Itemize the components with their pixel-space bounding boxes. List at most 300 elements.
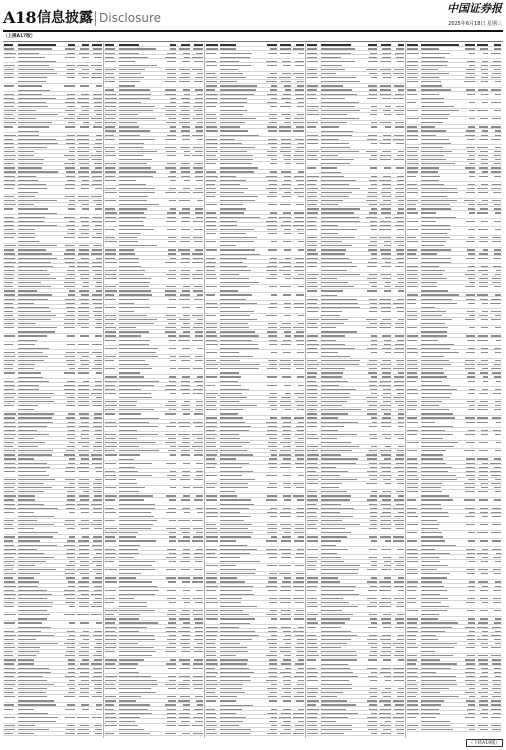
- code-cell: [105, 442, 117, 443]
- name-cell: [220, 102, 247, 103]
- value-cell: [64, 372, 75, 373]
- value-cell: [367, 278, 377, 279]
- table-row: [104, 453, 203, 461]
- name-cell: [321, 102, 359, 103]
- value-cell: [267, 532, 276, 533]
- name-cell: [321, 249, 346, 250]
- value-cell: [93, 676, 102, 677]
- value-cell: [466, 258, 475, 259]
- value-cell: [165, 327, 176, 328]
- value-cell: [368, 721, 377, 722]
- value-cell: [169, 618, 176, 619]
- value-cell: [166, 512, 176, 513]
- value-cell: [494, 253, 501, 254]
- code-cell: [105, 700, 116, 701]
- name-cell: [220, 192, 244, 193]
- value-cell: [270, 729, 276, 730]
- code-cell: [105, 438, 115, 439]
- value-cell: [80, 622, 89, 623]
- code-cell: [4, 77, 14, 78]
- value-cell: [394, 159, 404, 160]
- code-cell: [307, 647, 318, 648]
- value-cell: [492, 372, 501, 373]
- value-cell: [469, 512, 475, 513]
- table-row: [104, 154, 203, 162]
- name-cell: [119, 323, 154, 324]
- name-cell: [321, 266, 357, 267]
- value-cell: [379, 713, 391, 714]
- value-cell: [65, 356, 75, 357]
- value-cell: [466, 524, 475, 525]
- value-cell: [384, 676, 391, 677]
- code-cell: [105, 135, 114, 136]
- name-cell: [321, 483, 342, 484]
- value-cell: [77, 504, 89, 505]
- name-cell: [119, 389, 140, 390]
- value-cell: [395, 725, 404, 726]
- code-cell: [105, 463, 116, 464]
- value-cell: [468, 540, 475, 541]
- value-cell: [168, 438, 176, 439]
- value-cell: [194, 286, 203, 287]
- value-cell: [267, 565, 277, 566]
- value-cell: [268, 323, 277, 324]
- value-cell: [80, 573, 89, 574]
- value-cell: [369, 475, 377, 476]
- name-cell: [220, 627, 239, 628]
- code-cell: [4, 253, 15, 254]
- value-cell: [92, 545, 102, 546]
- value-cell: [384, 340, 391, 341]
- value-cell: [167, 721, 176, 722]
- name-cell: [220, 540, 236, 541]
- value-cell: [368, 729, 377, 730]
- code-cell: [307, 143, 318, 144]
- value-cell: [182, 635, 190, 636]
- name-cell: [321, 278, 337, 279]
- name-cell: [220, 516, 250, 517]
- value-cell: [195, 126, 203, 127]
- value-cell: [192, 315, 203, 316]
- value-cell: [192, 680, 203, 681]
- value-cell: [298, 196, 304, 197]
- value-cell: [283, 266, 291, 267]
- value-cell: [197, 643, 203, 644]
- name-cell: [421, 331, 447, 332]
- name-cell: [220, 705, 253, 706]
- value-cell: [293, 586, 304, 587]
- value-cell: [281, 397, 291, 398]
- code-cell: [105, 631, 115, 632]
- code-cell: [4, 430, 15, 431]
- value-cell: [385, 446, 391, 447]
- code-cell: [4, 53, 16, 54]
- name-cell: [321, 618, 350, 619]
- value-cell: [167, 717, 176, 718]
- name-cell: [119, 200, 147, 201]
- value-cell: [370, 307, 377, 308]
- value-cell: [179, 114, 189, 115]
- name-cell: [421, 520, 437, 521]
- value-cell: [266, 81, 277, 82]
- value-cell: [182, 126, 189, 127]
- name-cell: [18, 245, 57, 246]
- value-cell: [65, 602, 75, 603]
- name-cell: [421, 323, 446, 324]
- code-cell: [206, 44, 218, 45]
- value-cell: [283, 475, 291, 476]
- name-cell: [220, 409, 243, 410]
- table-row: [306, 264, 404, 272]
- value-cell: [492, 200, 501, 201]
- value-cell: [478, 491, 489, 492]
- value-cell: [491, 475, 501, 476]
- value-cell: [96, 573, 102, 574]
- value-cell: [366, 454, 377, 455]
- value-cell: [382, 48, 391, 49]
- value-cell: [67, 77, 75, 78]
- value-cell: [478, 622, 488, 623]
- value-cell: [93, 278, 102, 279]
- name-cell: [321, 672, 353, 673]
- value-cell: [96, 114, 102, 115]
- value-cell: [197, 713, 203, 714]
- value-cell: [167, 713, 176, 714]
- name-cell: [321, 48, 355, 49]
- value-cell: [394, 467, 404, 468]
- code-cell: [206, 204, 217, 205]
- name-cell: [119, 217, 145, 218]
- name-cell: [421, 536, 443, 537]
- value-cell: [196, 532, 203, 533]
- name-cell: [321, 135, 352, 136]
- name-cell: [18, 352, 43, 353]
- value-cell: [464, 200, 475, 201]
- code-cell: [407, 299, 416, 300]
- value-cell: [194, 454, 203, 455]
- code-cell: [206, 614, 218, 615]
- name-cell: [18, 184, 46, 185]
- value-cell: [193, 258, 203, 259]
- value-cell: [296, 553, 304, 554]
- value-cell: [369, 655, 377, 656]
- table-row: [306, 59, 404, 67]
- value-cell: [294, 540, 304, 541]
- name-cell: [321, 409, 361, 410]
- table-row: [306, 351, 404, 359]
- value-cell: [295, 557, 304, 558]
- value-cell: [67, 631, 75, 632]
- name-cell: [18, 471, 46, 472]
- name-cell: [18, 700, 53, 701]
- value-cell: [168, 176, 175, 177]
- code-cell: [4, 44, 13, 45]
- value-cell: [371, 143, 377, 144]
- value-cell: [182, 553, 190, 554]
- value-cell: [283, 274, 291, 275]
- code-cell: [4, 639, 14, 640]
- name-cell: [421, 114, 450, 115]
- value-cell: [82, 356, 89, 357]
- value-cell: [67, 549, 74, 550]
- code-cell: [407, 430, 418, 431]
- value-cell: [394, 709, 404, 710]
- name-cell: [220, 69, 238, 70]
- name-cell: [321, 717, 348, 718]
- value-cell: [64, 545, 75, 546]
- name-cell: [220, 282, 259, 283]
- value-cell: [168, 668, 176, 669]
- value-cell: [195, 356, 203, 357]
- code-cell: [206, 81, 217, 82]
- value-cell: [298, 143, 304, 144]
- code-cell: [407, 151, 417, 152]
- name-cell: [421, 208, 452, 209]
- value-cell: [179, 299, 190, 300]
- value-cell: [283, 65, 291, 66]
- value-cell: [494, 376, 502, 377]
- value-cell: [367, 458, 377, 459]
- value-cell: [270, 417, 277, 418]
- value-cell: [183, 438, 190, 439]
- value-cell: [79, 545, 89, 546]
- value-cell: [65, 278, 75, 279]
- value-cell: [81, 327, 89, 328]
- value-cell: [397, 549, 404, 550]
- value-cell: [93, 635, 102, 636]
- name-cell: [18, 135, 39, 136]
- value-cell: [194, 659, 203, 660]
- code-cell: [105, 356, 116, 357]
- table-row: [205, 240, 304, 248]
- value-cell: [465, 680, 475, 681]
- code-cell: [407, 65, 418, 66]
- value-cell: [382, 512, 391, 513]
- name-cell: [18, 463, 47, 464]
- value-cell: [371, 491, 377, 492]
- value-cell: [95, 364, 102, 365]
- value-cell: [478, 335, 489, 336]
- value-cell: [493, 266, 501, 267]
- value-cell: [494, 499, 501, 500]
- value-cell: [398, 151, 404, 152]
- value-cell: [269, 573, 276, 574]
- value-cell: [479, 126, 489, 127]
- value-cell: [482, 389, 489, 390]
- value-cell: [66, 565, 75, 566]
- name-cell: [321, 606, 358, 607]
- value-cell: [183, 590, 190, 591]
- code-cell: [206, 262, 216, 263]
- table-row: [406, 191, 502, 199]
- value-cell: [280, 368, 291, 369]
- value-cell: [92, 581, 102, 582]
- value-cell: [182, 581, 190, 582]
- value-cell: [482, 102, 489, 103]
- value-cell: [367, 139, 377, 140]
- value-cell: [280, 450, 291, 451]
- name-cell: [220, 204, 243, 205]
- name-cell: [220, 319, 256, 320]
- value-cell: [268, 581, 276, 582]
- value-cell: [298, 536, 304, 537]
- value-cell: [395, 286, 404, 287]
- value-cell: [394, 561, 404, 562]
- value-cell: [495, 81, 501, 82]
- name-cell: [119, 192, 155, 193]
- value-cell: [168, 700, 176, 701]
- name-cell: [119, 315, 147, 316]
- value-cell: [491, 635, 501, 636]
- value-cell: [181, 171, 190, 172]
- value-cell: [296, 577, 304, 578]
- name-cell: [119, 413, 141, 414]
- table-row: [3, 84, 102, 92]
- value-cell: [94, 102, 102, 103]
- code-cell: [307, 106, 319, 107]
- name-cell: [220, 577, 237, 578]
- code-cell: [407, 135, 418, 136]
- name-cell: [220, 483, 248, 484]
- name-cell: [321, 176, 344, 177]
- code-cell: [105, 102, 116, 103]
- value-cell: [370, 114, 377, 115]
- value-cell: [92, 458, 102, 459]
- value-cell: [379, 303, 391, 304]
- name-cell: [421, 282, 437, 283]
- table-row: [104, 687, 203, 695]
- name-cell: [220, 512, 239, 513]
- value-cell: [64, 282, 75, 283]
- value-cell: [166, 495, 176, 496]
- code-cell: [4, 163, 14, 164]
- value-cell: [197, 376, 203, 377]
- table-row: [104, 80, 203, 88]
- name-cell: [18, 171, 58, 172]
- value-cell: [193, 684, 203, 685]
- table-row: [205, 285, 304, 293]
- name-cell: [321, 487, 339, 488]
- code-cell: [407, 102, 416, 103]
- value-cell: [478, 692, 488, 693]
- name-cell: [321, 245, 352, 246]
- name-cell: [119, 655, 152, 656]
- value-cell: [296, 700, 304, 701]
- name-cell: [119, 122, 136, 123]
- value-cell: [194, 569, 203, 570]
- code-cell: [206, 430, 215, 431]
- value-cell: [477, 340, 488, 341]
- value-cell: [196, 471, 203, 472]
- value-cell: [165, 262, 175, 263]
- value-cell: [79, 471, 89, 472]
- value-cell: [469, 631, 475, 632]
- value-cell: [271, 241, 277, 242]
- value-cell: [284, 85, 291, 86]
- value-cell: [183, 286, 190, 287]
- code-cell: [4, 311, 13, 312]
- value-cell: [382, 258, 391, 259]
- code-cell: [4, 491, 14, 492]
- value-cell: [165, 147, 176, 148]
- value-cell: [267, 102, 277, 103]
- value-cell: [194, 639, 203, 640]
- value-cell: [282, 553, 291, 554]
- value-cell: [168, 450, 176, 451]
- value-cell: [466, 647, 475, 648]
- value-cell: [79, 655, 89, 656]
- value-cell: [194, 553, 203, 554]
- value-cell: [367, 348, 377, 349]
- code-cell: [407, 680, 416, 681]
- value-cell: [167, 307, 176, 308]
- table-row: [306, 588, 404, 596]
- value-cell: [82, 204, 89, 205]
- code-cell: [4, 360, 15, 361]
- value-cell: [481, 348, 489, 349]
- value-cell: [79, 163, 88, 164]
- code-cell: [105, 704, 114, 705]
- value-cell: [466, 700, 475, 701]
- value-cell: [380, 204, 391, 205]
- value-cell: [269, 286, 276, 287]
- code-cell: [4, 126, 13, 127]
- value-cell: [297, 85, 304, 86]
- code-cell: [105, 643, 116, 644]
- name-cell: [421, 286, 437, 287]
- value-cell: [181, 405, 190, 406]
- code-cell: [307, 167, 316, 168]
- value-cell: [64, 237, 75, 238]
- value-cell: [165, 331, 175, 332]
- value-cell: [68, 692, 75, 693]
- value-cell: [368, 590, 377, 591]
- value-cell: [395, 348, 404, 349]
- value-cell: [182, 61, 190, 62]
- table-row: [104, 412, 203, 420]
- value-cell: [469, 327, 474, 328]
- value-cell: [197, 122, 203, 123]
- value-cell: [269, 192, 277, 193]
- value-cell: [284, 159, 291, 160]
- code-cell: [4, 180, 15, 181]
- value-cell: [382, 471, 391, 472]
- name-cell: [220, 130, 248, 131]
- name-cell: [119, 352, 156, 353]
- value-cell: [397, 614, 404, 615]
- value-cell: [92, 717, 102, 718]
- value-cell: [281, 143, 291, 144]
- value-cell: [492, 680, 501, 681]
- name-cell: [18, 315, 56, 316]
- value-cell: [296, 77, 304, 78]
- name-cell: [321, 733, 344, 734]
- value-cell: [492, 540, 501, 541]
- value-cell: [179, 668, 190, 669]
- name-cell: [119, 241, 138, 242]
- name-cell: [18, 573, 40, 574]
- name-cell: [220, 446, 242, 447]
- code-cell: [407, 147, 419, 148]
- name-cell: [220, 450, 247, 451]
- value-cell: [297, 430, 304, 431]
- code-cell: [4, 696, 15, 697]
- name-cell: [321, 516, 353, 517]
- value-cell: [379, 602, 391, 603]
- code-cell: [105, 475, 116, 476]
- code-cell: [206, 163, 216, 164]
- code-cell: [4, 167, 15, 168]
